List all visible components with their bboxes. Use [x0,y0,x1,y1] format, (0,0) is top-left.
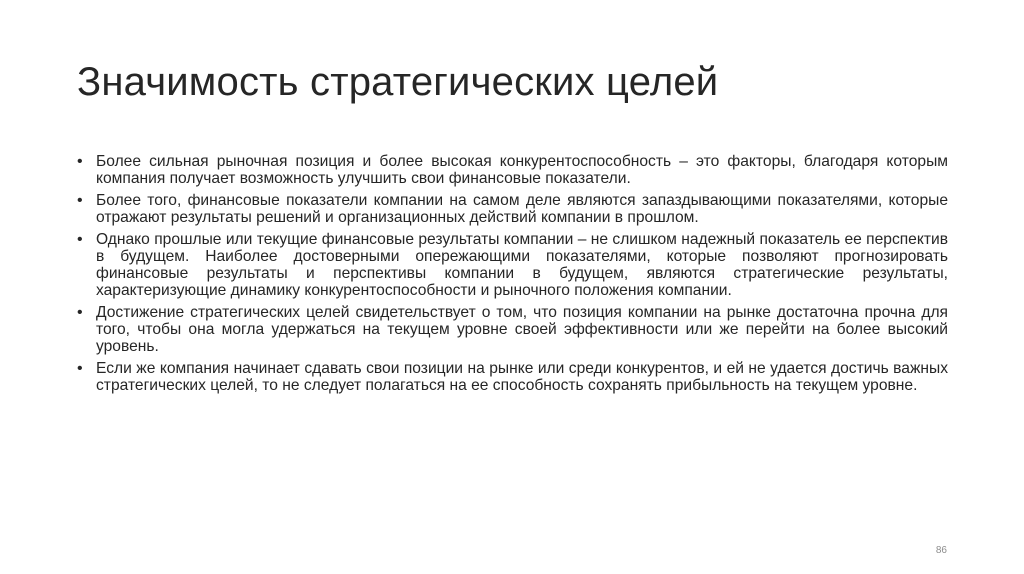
bullet-icon: • [77,360,83,377]
bullet-text: Более сильная рыночная позиция и более высокая конкурентоспособность – это факторы, благодаря которым компания получает возможность улучшить свои финансовые показатели. [96,153,948,187]
bullet-text: Достижение стратегических целей свидетельствует о том, что позиция компании на рынке достаточна прочна для того, чтобы она могла удержаться на текущем уровне своей эффективности или же перейти на более высокий уровень. [96,304,948,355]
slide-title: Значимость стратегических целей [77,60,719,104]
bullet-item [77,192,948,226]
bullet-icon: • [77,192,83,209]
bullet-item [77,304,948,355]
bullet-item [77,360,948,394]
bullet-icon: • [77,153,83,170]
bullet-icon: • [77,304,83,321]
bullet-text: Если же компания начинает сдавать свои позиции на рынке или среди конкурентов, и ей не удается достичь важных стратегических целей, то не следует полагаться на ее способность сохранять прибыльность на текущем уровне. [96,360,948,394]
bullet-item [77,153,948,187]
bullet-list [77,153,948,399]
page-number: 86 [935,545,947,556]
bullet-text: Однако прошлые или текущие финансовые результаты компании – не слишком надежный показатель ее перспектив в будущем. Наиболее достоверными опережающими показателями, которые позволяют прогнозировать финансовые результаты и перспективы компании в будущем, являются стратегические результаты, характеризующие динамику конкурентоспособности и рыночного положения компании. [96,231,948,299]
bullet-item [77,231,948,299]
bullet-icon: • [77,231,83,248]
bullet-text: Более того, финансовые показатели компании на самом деле являются запаздывающими показателями, которые отражают результаты решений и организационных действий компании в прошлом. [96,192,948,226]
